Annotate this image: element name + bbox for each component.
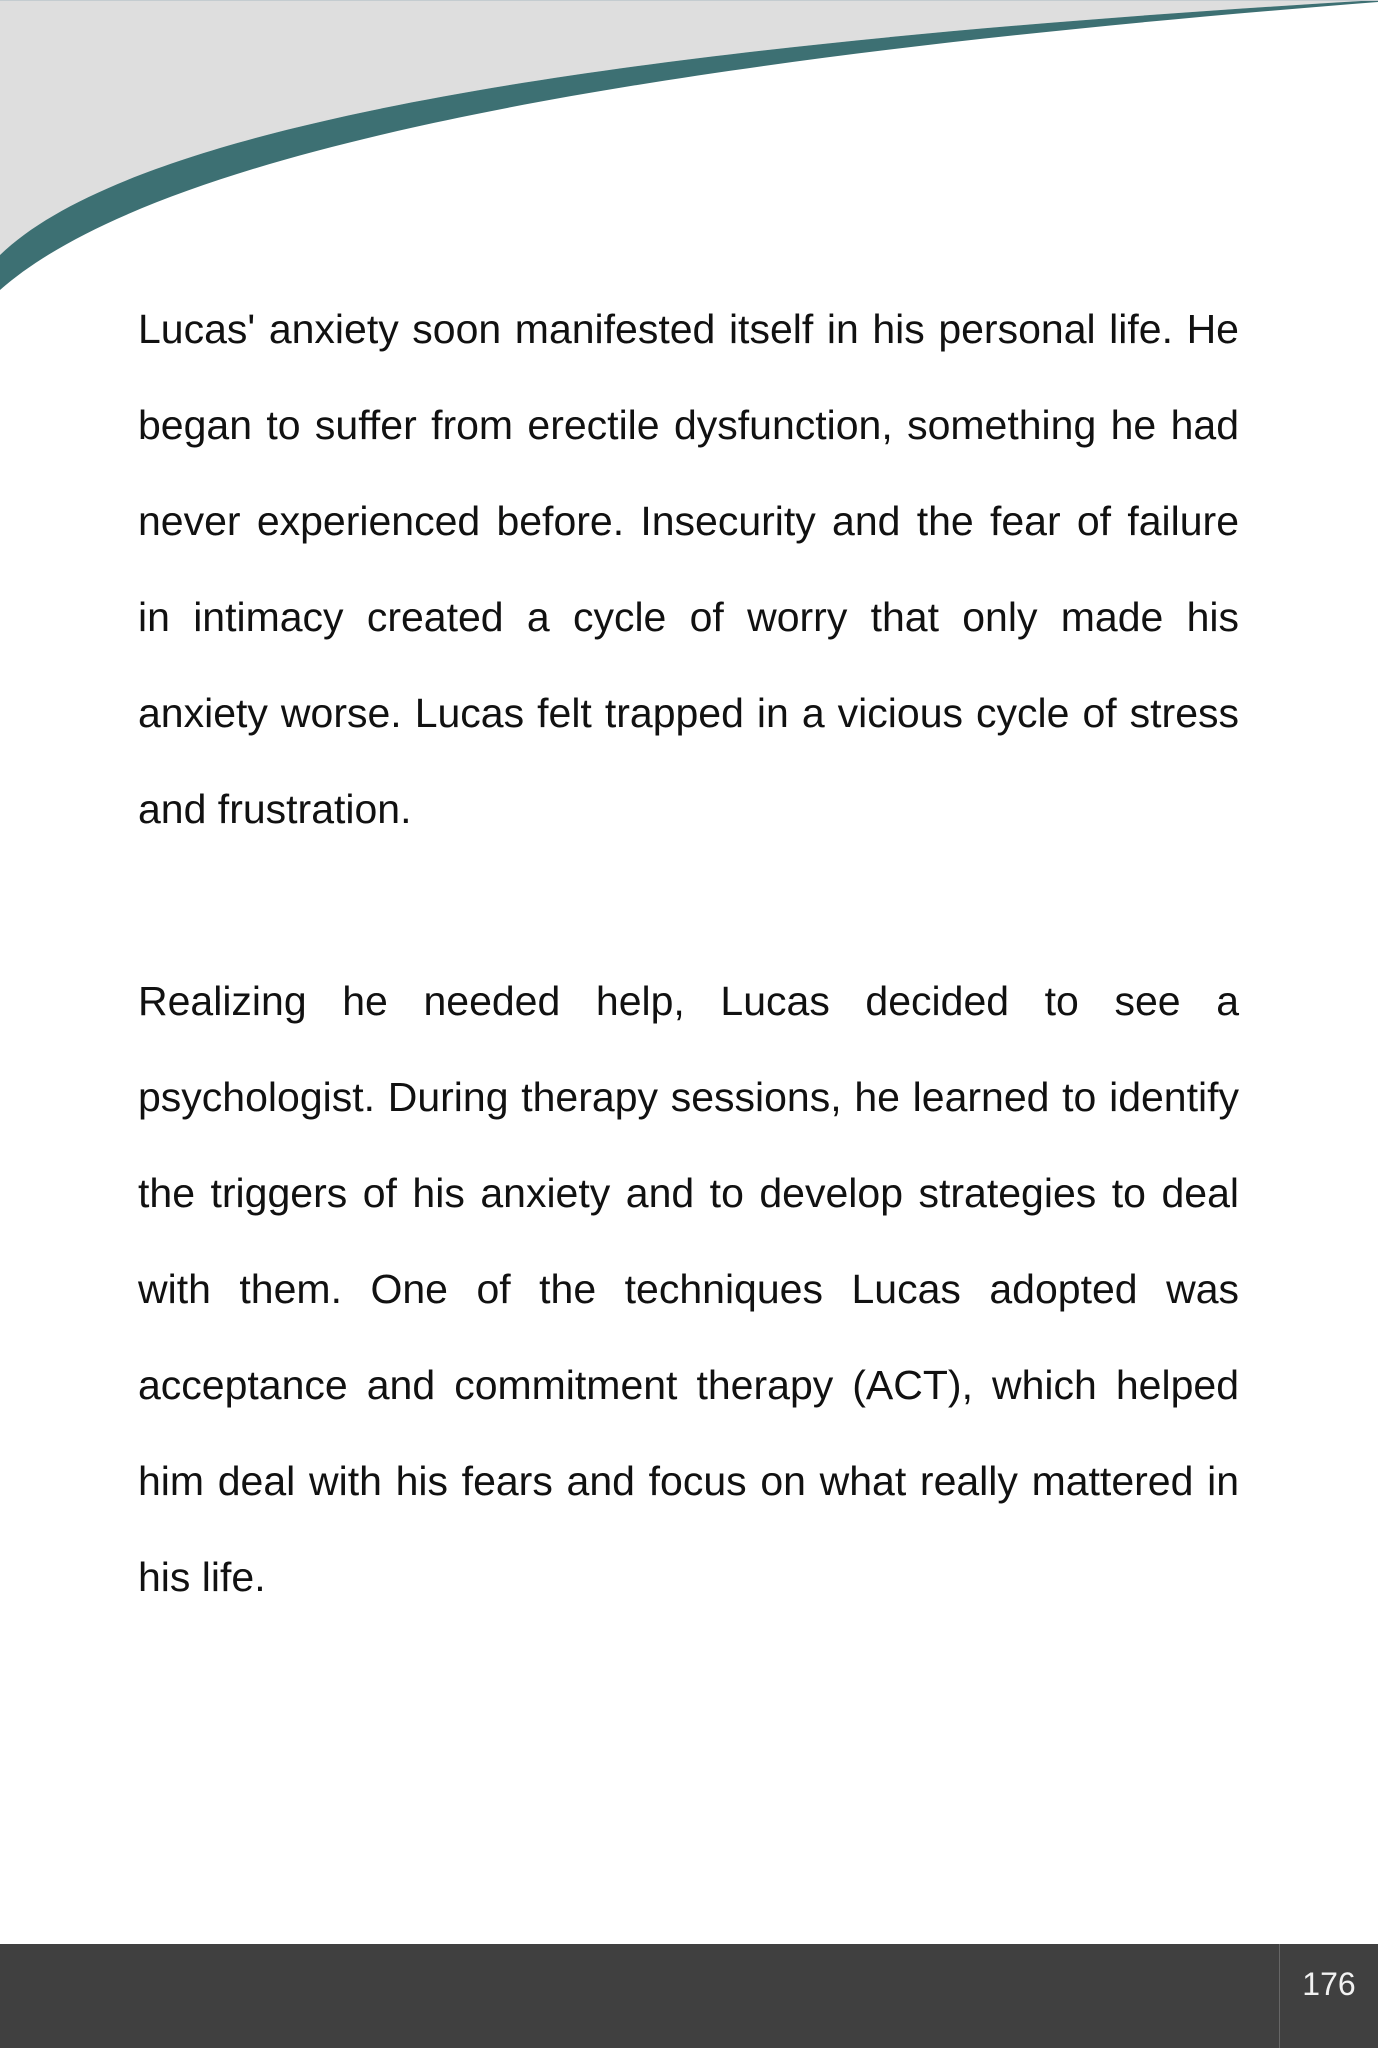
page-body — [138, 281, 1239, 1721]
header-curve-decoration — [0, 0, 1378, 300]
header-gray-area — [0, 0, 1378, 255]
paragraph: Realizing he needed help, Lucas decided to see a psychologist. During therapy sessions, he learned to identify the triggers of his anxiety and to develop strategies to deal with them. One of the techniques Lucas adopted was acceptance and commitment therapy (ACT), which helped him deal with his fears and focus on what really mattered in his life. — [138, 978, 1239, 1600]
paragraph: Lucas' anxiety soon manifested itself in his personal life. He began to suffer from erectile dysfunction, something he had never experienced before. Insecurity and the fear of failure in intimacy created a cycle of worry that only made his anxiety worse. Lucas felt trapped in a vicious cycle of stress and frustration. — [138, 306, 1239, 832]
page-footer — [0, 1944, 1378, 2048]
page-number: 176 — [1302, 1966, 1356, 2002]
